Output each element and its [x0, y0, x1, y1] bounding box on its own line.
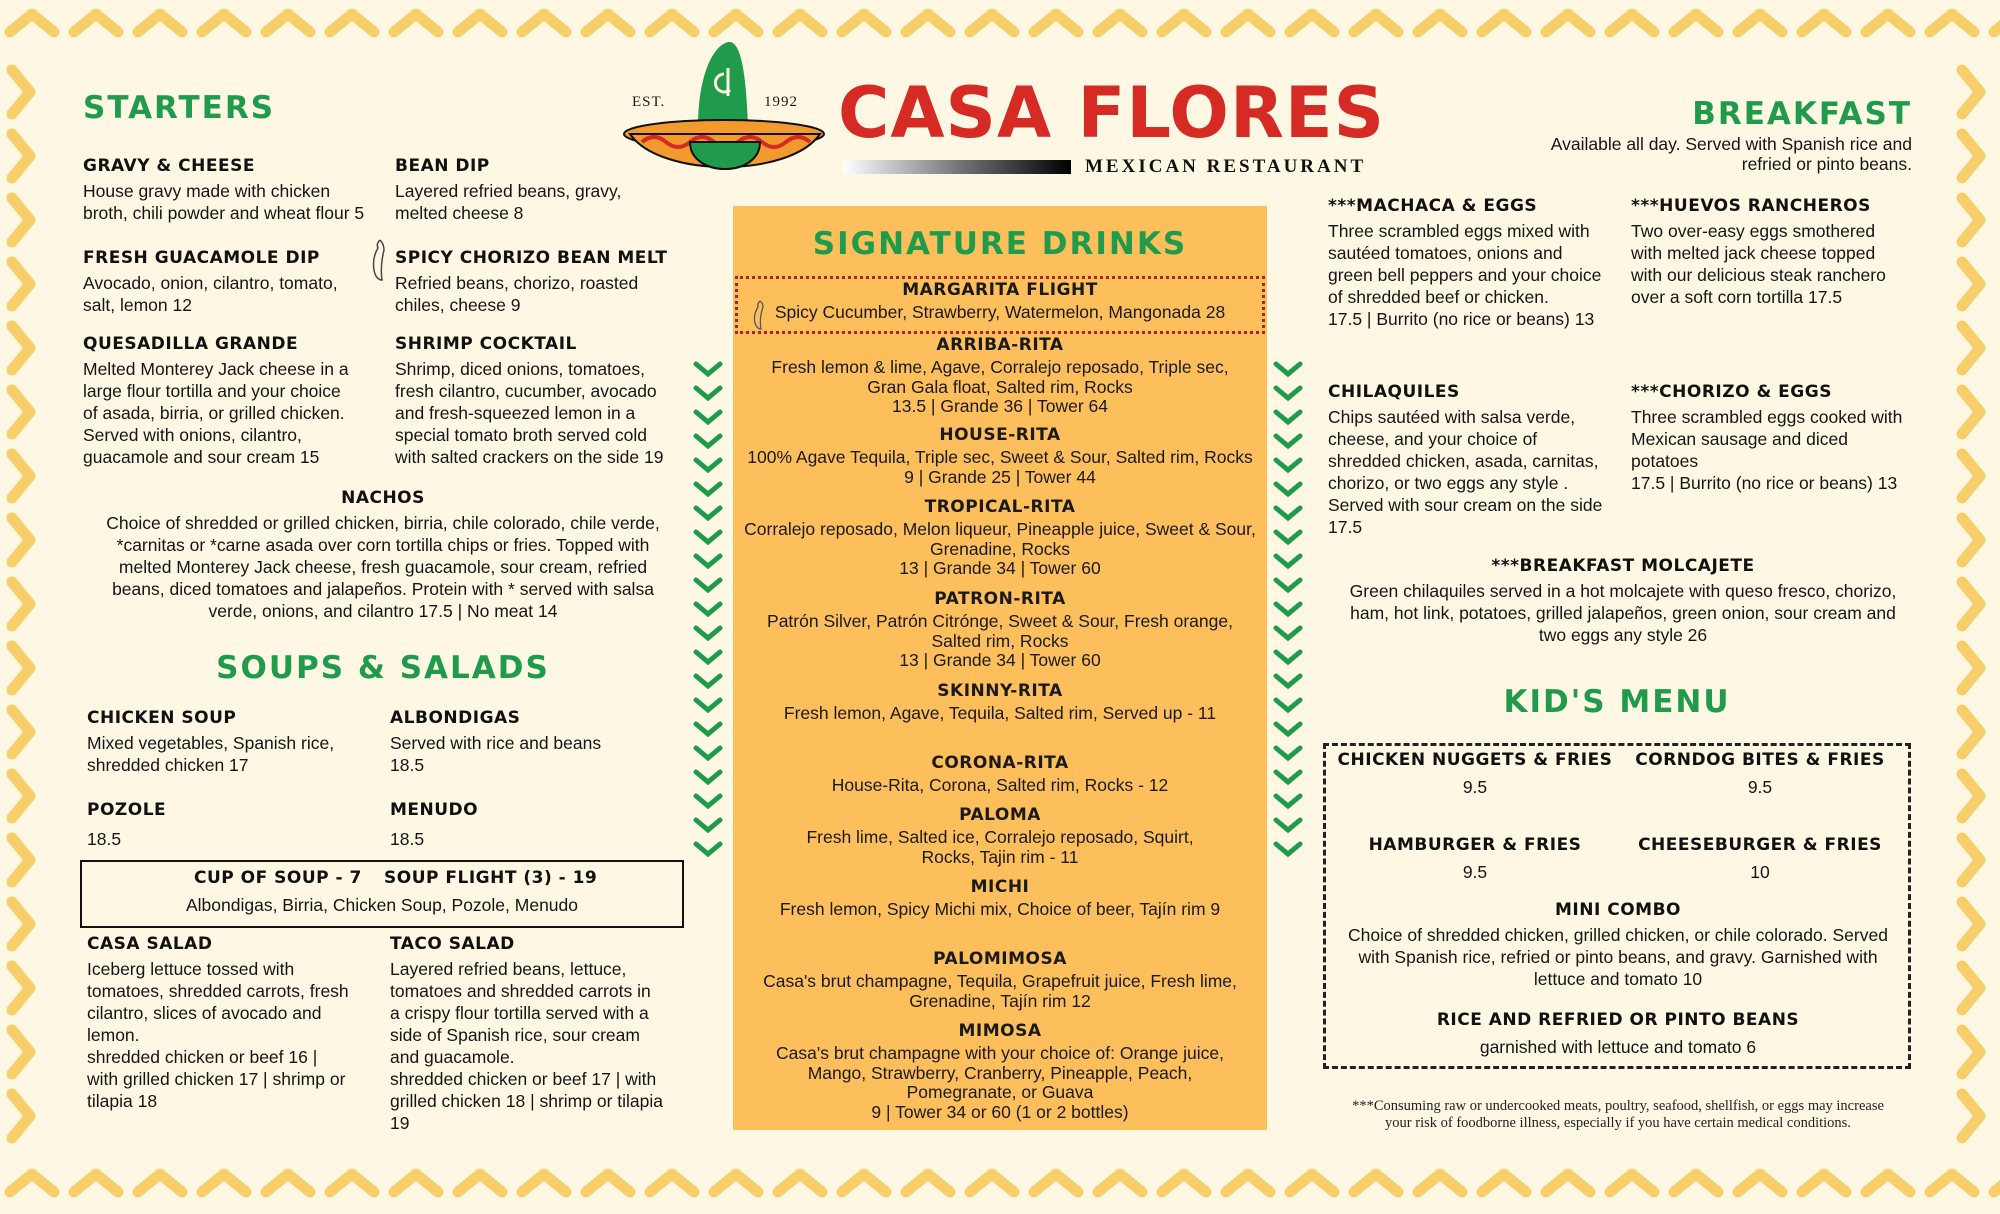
item-desc — [1328, 406, 1628, 538]
drink-desc — [735, 520, 1265, 579]
desc-line: Three scrambled eggs cooked with — [1631, 407, 1903, 427]
kids-item — [1615, 750, 1905, 798]
item-name: MINI COMBO — [1555, 900, 1681, 920]
nachos-item — [83, 488, 683, 622]
desc-line: Two over-easy eggs smothered — [1631, 221, 1876, 241]
soup-list: Albondigas, Birria, Chicken Soup, Pozole, Menudo — [185, 895, 579, 915]
kids-item — [1615, 835, 1905, 883]
desc-line: 13 | Grande 34 | Tower 60 — [899, 558, 1101, 578]
desc-line: Grenadine, Tajín rim 12 — [909, 990, 1091, 1011]
item-name: ***HUEVOS RANCHEROS — [1631, 196, 1871, 216]
desc-line: side of Spanish rice, sour cream — [390, 1025, 640, 1045]
est-label: EST. — [632, 94, 666, 110]
item-desc — [83, 512, 683, 622]
item-name: CHEESEBURGER & FRIES — [1638, 835, 1882, 855]
desc-line: 17.5 | Burrito (no rice or beans) 13 — [1328, 309, 1595, 329]
notice-line: your risk of foodborne illness, especially if you have certain medical conditions. — [1385, 1115, 1851, 1131]
item-desc — [395, 358, 705, 468]
desc-line: tilapia 18 — [87, 1091, 158, 1111]
drink-item — [735, 753, 1265, 796]
desc-line: shredded chicken or beef 17 | with — [390, 1069, 657, 1089]
menu-item — [83, 156, 393, 224]
soup-flight-label: SOUP FLIGHT (3) - 19 — [384, 868, 598, 888]
drinks-title: SIGNATURE DRINKS — [812, 226, 1188, 262]
desc-line: Mango, Strawberry, Cranberry, Pineapple, Peach, — [807, 1062, 1193, 1083]
desc-line: Three scrambled eggs mixed with — [1328, 221, 1590, 241]
breakfast-title: BREAKFAST — [1692, 96, 1912, 132]
desc-line: potatoes — [1631, 451, 1699, 471]
menu-item — [395, 156, 695, 224]
menu-item — [83, 248, 393, 316]
desc-line: cilantro, slices of avocado and — [87, 1003, 322, 1023]
drink-desc — [735, 612, 1265, 671]
desc-line: of shredded beef or chicken. — [1328, 287, 1549, 307]
menu-item — [395, 248, 695, 316]
desc-line: green bell peppers and your choice — [1328, 265, 1602, 285]
cup-of-soup-label: CUP OF SOUP - 7 — [194, 868, 362, 888]
restaurant-subtitle: MEXICAN RESTAURANT — [1085, 156, 1367, 177]
drink-desc — [735, 900, 1265, 920]
drink-desc — [735, 776, 1265, 796]
item-name: QUESADILLA GRANDE — [83, 334, 299, 354]
desc-line: Rocks, Tajin rim - 11 — [921, 846, 1079, 867]
desc-line: tomatoes, shredded carrots, fresh — [87, 981, 349, 1001]
item-name: HAMBURGER & FRIES — [1368, 835, 1582, 855]
desc-line: Patrón Silver, Patrón Citrónge, Sweet & Sour, Fresh orange, — [767, 611, 1233, 631]
rice-beans-item — [1330, 1010, 1906, 1058]
item-name: TACO SALAD — [390, 934, 515, 954]
drink-name: PATRON-RITA — [934, 589, 1066, 609]
item-name: GRAVY & CHEESE — [83, 156, 255, 176]
desc-line: ham, hot link, potatoes, grilled jalapeños, green onion, sour cream and — [1350, 603, 1896, 623]
soups-title: SOUPS & SALADS — [216, 650, 550, 686]
item-name: BEAN DIP — [395, 156, 490, 176]
desc-line: Corralejo reposado, Melon liqueur, Pineapple juice, Sweet & Sour, — [744, 519, 1256, 539]
item-name: ***BREAKFAST MOLCAJETE — [1491, 556, 1755, 576]
desc-line: verde, onions, and cilantro 17.5 | No meat 14 — [208, 601, 558, 621]
desc-line: Mexican sausage and diced — [1631, 429, 1848, 449]
desc-line: sautéed tomatoes, onions and — [1328, 243, 1563, 263]
desc-line: shredded chicken or beef 16 | — [87, 1047, 318, 1067]
item-name: FRESH GUACAMOLE DIP — [83, 248, 320, 268]
desc-line: and guacamole. — [390, 1047, 515, 1067]
item-name: CHICKEN NUGGETS & FRIES — [1337, 750, 1613, 770]
desc-line: and fresh-squeezed lemon in a — [395, 403, 636, 423]
item-name: RICE AND REFRIED OR PINTO BEANS — [1436, 1010, 1800, 1030]
molcajete-item — [1328, 556, 1918, 646]
drink-name: PALOMA — [959, 805, 1041, 825]
desc-line: cheese, and your choice of — [1328, 429, 1538, 449]
desc-line: Shrimp, diced onions, tomatoes, — [395, 359, 645, 379]
desc-line: of asada, birria, or grilled chicken. — [83, 403, 345, 423]
desc-line: large flour tortilla and your choice — [83, 381, 341, 401]
desc-line: Refried beans, chorizo, roasted — [395, 273, 639, 293]
chili-icon — [370, 238, 390, 286]
desc-line: lettuce and tomato 10 — [1533, 969, 1703, 989]
item-name: ***CHORIZO & EGGS — [1631, 382, 1832, 402]
desc-line: Mixed vegetables, Spanish rice, — [87, 733, 335, 753]
menu-item — [87, 708, 387, 776]
desc-line: chiles, cheese 9 — [395, 295, 521, 315]
desc-line: Layered refried beans, gravy, — [395, 181, 622, 201]
desc-line: grilled chicken 18 | shrimp or tilapia — [390, 1091, 664, 1111]
drink-name: MIMOSA — [958, 1021, 1042, 1041]
desc-line: broth, chili powder and wheat flour 5 — [83, 203, 365, 223]
zigzag-divider-right — [1272, 360, 1306, 860]
desc-line: lemon. — [87, 1025, 140, 1045]
menu-item — [83, 334, 393, 468]
drink-name: TROPICAL-RITA — [924, 497, 1076, 517]
desc-line: 9 | Tower 34 or 60 (1 or 2 bottles) — [871, 1101, 1129, 1122]
desc-line: shredded chicken 17 — [87, 755, 249, 775]
desc-line: Chips sautéed with salsa verde, — [1328, 407, 1576, 427]
drink-name: ARRIBA-RITA — [936, 335, 1064, 355]
drink-desc — [735, 972, 1265, 1011]
item-desc — [83, 180, 393, 224]
item-price: 9.5 — [1462, 862, 1488, 882]
desc-line: beans, diced tomatoes and jalapeños. Protein with * served with salsa — [112, 579, 654, 599]
desc-line: 17.5 | Burrito (no rice or beans) 13 — [1631, 473, 1898, 493]
desc-line: Salted rim, Rocks — [931, 630, 1069, 651]
desc-line: Choice of shredded or grilled chicken, birria, chile colorado, chile verde, — [106, 513, 660, 533]
desc-line: Fresh lemon, Spicy Michi mix, Choice of beer, Tajín rim 9 — [779, 899, 1221, 919]
item-name: ALBONDIGAS — [390, 708, 521, 728]
item-name: CHILAQUILES — [1328, 382, 1460, 402]
menu-item — [1328, 382, 1628, 538]
desc-line: with salted crackers on the side 19 — [395, 447, 664, 467]
item-desc — [390, 958, 710, 1134]
drink-desc — [735, 828, 1265, 867]
desc-line: Casa's brut champagne with your choice of: Orange juice, — [776, 1043, 1224, 1063]
desc-line: 19 — [390, 1113, 410, 1133]
desc-line: 18.5 — [390, 829, 425, 849]
menu-item — [87, 934, 387, 1112]
desc-line: Pomegranate, or Guava — [906, 1082, 1094, 1102]
menu-item — [390, 934, 710, 1134]
menu-item — [390, 708, 690, 776]
notice-line: ***Consuming raw or undercooked meats, poultry, seafood, shellfish, or eggs may increase — [1352, 1098, 1884, 1114]
desc-line: Served with rice and beans — [390, 733, 602, 753]
drink-desc — [735, 303, 1265, 323]
drink-name: CORONA-RITA — [931, 753, 1069, 773]
item-desc — [1328, 220, 1628, 330]
desc-line: Choice of shredded chicken, grilled chicken, or chile colorado. Served — [1348, 925, 1888, 945]
drink-item — [735, 1021, 1265, 1122]
note-line: refried or pinto beans. — [1741, 154, 1912, 174]
item-desc — [1330, 924, 1906, 990]
desc-line: Green chilaquiles served in a hot molcajete with queso fresco, chorizo, — [1349, 581, 1897, 601]
item-desc: garnished with lettuce and tomato 6 — [1479, 1037, 1757, 1057]
desc-line: Grenadine, Rocks — [929, 538, 1071, 559]
item-desc — [390, 732, 690, 776]
desc-line: Fresh lime, Salted ice, Corralejo reposado, Squirt, — [806, 827, 1194, 847]
menu-item — [395, 334, 705, 468]
drink-item — [735, 589, 1265, 671]
desc-line: Avocado, onion, cilantro, tomato, — [83, 273, 338, 293]
desc-line: Casa's brut champagne, Tequila, Grapefruit juice, Fresh lime, — [763, 971, 1237, 991]
drink-name: PALOMIMOSA — [933, 949, 1067, 969]
desc-line: guacamole and sour cream 15 — [83, 447, 320, 467]
menu-item — [390, 800, 690, 850]
drink-item — [735, 497, 1265, 579]
kids-title: KID'S MENU — [1503, 684, 1731, 720]
drink-item — [735, 425, 1265, 487]
desc-line: tomatoes and shredded carrots in — [390, 981, 651, 1001]
desc-line: 13.5 | Grande 36 | Tower 64 — [892, 396, 1108, 416]
desc-line: shredded chicken, asada, carnitas, — [1328, 451, 1599, 471]
kids-item — [1330, 750, 1620, 798]
menu-item — [87, 800, 387, 850]
desc-line: Fresh lemon & lime, Agave, Corralejo reposado, Triple sec, — [771, 357, 1229, 377]
item-desc — [83, 272, 393, 316]
drink-item — [735, 681, 1265, 724]
desc-line: with grilled chicken 17 | shrimp or — [87, 1069, 346, 1089]
note-line: Available all day. Served with Spanish rice and — [1550, 134, 1912, 154]
desc-line: Gran Gala float, Salted rim, Rocks — [867, 376, 1133, 397]
item-desc — [1631, 220, 1921, 308]
gradient-bar — [843, 160, 1071, 174]
item-price: 10 — [1750, 862, 1770, 882]
desc-line: melted cheese 8 — [395, 203, 524, 223]
desc-line: a crispy flour tortilla served with a — [390, 1003, 649, 1023]
desc-line: 17.5 — [1328, 517, 1363, 537]
item-desc — [1328, 580, 1918, 646]
desc-line: with Spanish rice, refried or pinto beans, and gravy. Garnished with — [1358, 947, 1878, 967]
desc-line: Spicy Cucumber, Strawberry, Watermelon, Mangonada 28 — [774, 302, 1226, 322]
desc-line: Iceberg lettuce tossed with — [87, 959, 295, 979]
desc-line: Melted Monterey Jack cheese in a — [83, 359, 349, 379]
item-name: CASA SALAD — [87, 934, 213, 954]
desc-line: Served with onions, cilantro, — [83, 425, 302, 445]
item-desc — [1631, 406, 1921, 494]
restaurant-name: CASA FLORES — [838, 72, 1386, 154]
desc-line: Served with sour cream on the side — [1328, 495, 1603, 515]
desc-line: Fresh lemon, Agave, Tequila, Salted rim, Served up - 11 — [783, 703, 1217, 723]
health-notice — [1318, 1098, 1918, 1132]
drink-item — [735, 335, 1265, 417]
item-name: CORNDOG BITES & FRIES — [1635, 750, 1885, 770]
kids-item — [1330, 835, 1620, 883]
mini-combo-item — [1330, 900, 1906, 990]
desc-line: 100% Agave Tequila, Triple sec, Sweet & Sour, Salted rim, Rocks — [747, 447, 1253, 467]
desc-line: House gravy made with chicken — [83, 181, 331, 201]
desc-line: *carnitas or *carne asada over corn tortilla chips or fries. Topped with — [116, 535, 650, 555]
item-desc — [395, 180, 695, 224]
menu-item — [1328, 196, 1628, 330]
starters-title: STARTERS — [83, 90, 276, 126]
desc-line: House-Rita, Corona, Salted rim, Rocks - 12 — [831, 775, 1169, 795]
item-name: ***MACHACA & EGGS — [1328, 196, 1538, 216]
desc-line: fresh cilantro, cucumber, avocado — [395, 381, 657, 401]
item-name: CHICKEN SOUP — [87, 708, 237, 728]
desc-line: special tomato broth served cold — [395, 425, 647, 445]
desc-line: 9 | Grande 25 | Tower 44 — [904, 466, 1096, 487]
desc-line: 18.5 — [87, 829, 122, 849]
est-year: 1992 — [764, 94, 798, 110]
item-desc — [87, 732, 387, 776]
desc-line: 18.5 — [390, 755, 425, 775]
breakfast-note — [1551, 134, 1912, 174]
drink-name: MARGARITA FLIGHT — [902, 280, 1098, 300]
desc-line: with melted jack cheese topped — [1631, 243, 1876, 263]
desc-line: Layered refried beans, lettuce, — [390, 959, 627, 979]
drink-name: MICHI — [970, 877, 1030, 897]
menu-item — [1631, 196, 1921, 308]
drink-desc — [735, 448, 1265, 487]
menu-item — [1631, 382, 1921, 494]
drink-desc — [735, 704, 1265, 724]
soup-flight-box — [80, 860, 684, 928]
item-desc — [87, 828, 387, 850]
item-name: SPICY CHORIZO BEAN MELT — [395, 248, 668, 268]
item-price: 9.5 — [1462, 777, 1488, 797]
drink-item — [735, 280, 1265, 323]
drink-item — [735, 805, 1265, 867]
drink-name: HOUSE-RITA — [939, 425, 1061, 445]
desc-line: melted Monterey Jack cheese, fresh guacamole, sour cream, refried — [118, 557, 648, 577]
item-name: SHRIMP COCKTAIL — [395, 334, 577, 354]
desc-line: chorizo, or two eggs any style . — [1328, 473, 1569, 493]
item-name: POZOLE — [87, 800, 167, 820]
item-price: 9.5 — [1747, 777, 1773, 797]
item-name: MENUDO — [390, 800, 479, 820]
desc-line: 13 | Grande 34 | Tower 60 — [899, 650, 1101, 670]
drink-item — [735, 877, 1265, 920]
drink-name: SKINNY-RITA — [937, 681, 1063, 701]
drink-desc — [735, 1044, 1265, 1122]
desc-line: two eggs any style 26 — [1538, 625, 1708, 645]
item-desc — [83, 358, 393, 468]
desc-line: over a soft corn tortilla 17.5 — [1631, 287, 1843, 307]
item-name: NACHOS — [341, 488, 425, 508]
desc-line: salt, lemon 12 — [83, 295, 192, 315]
desc-line: with our delicious steak ranchero — [1631, 265, 1886, 285]
drink-desc — [735, 358, 1265, 417]
item-desc — [87, 958, 387, 1112]
item-desc — [390, 828, 690, 850]
item-desc — [395, 272, 695, 316]
zigzag-divider-left — [692, 360, 726, 860]
drink-item — [735, 949, 1265, 1011]
